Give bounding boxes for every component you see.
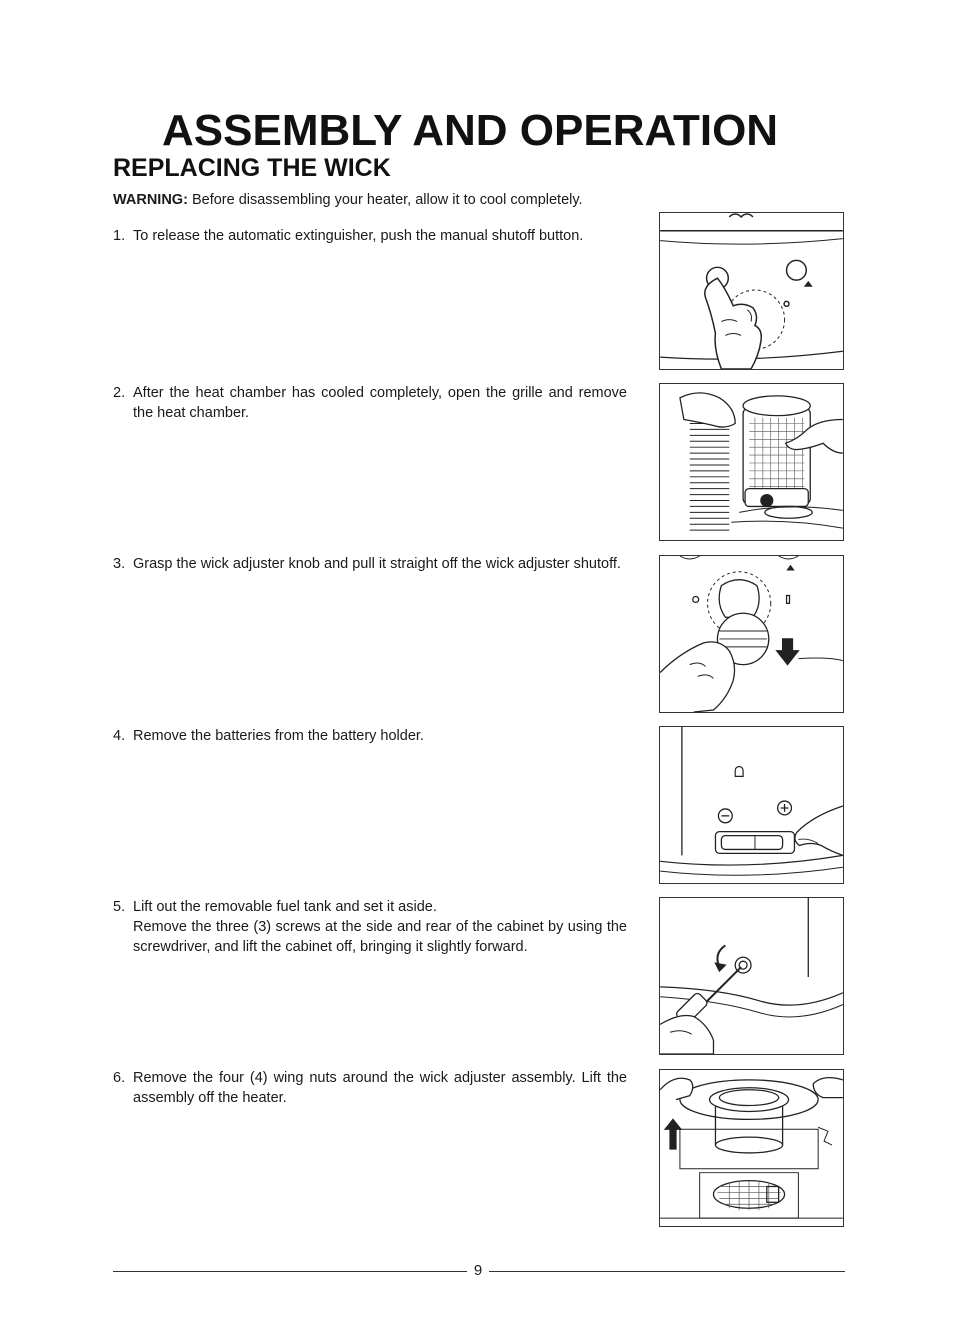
step-2	[113, 383, 627, 423]
hands-lifting-wick-assembly-illustration	[659, 1069, 844, 1227]
step-number: 6.	[113, 1070, 126, 1086]
screwdriver-removing-screw-illustration	[659, 897, 844, 1055]
step-text: Remove the batteries from the battery holder.	[133, 728, 424, 744]
footer-rule-right	[489, 1271, 845, 1272]
battery-holder-illustration	[659, 726, 844, 884]
warning-note	[113, 190, 653, 210]
finger-pressing-shutoff-button-illustration	[659, 212, 844, 370]
step-4	[113, 726, 627, 746]
step-text: Remove the four (4) wing nuts around the wick adjuster assembly. Lift the assembly off the heater.	[133, 1070, 627, 1106]
step-text: Grasp the wick adjuster knob and pull it straight off the wick adjuster shutoff.	[133, 556, 621, 572]
step-1	[113, 226, 627, 246]
step-text-continued: Remove the three (3) screws at the side and rear of the cabinet by using the screwdriver, and lift the cabinet off, bringing it slightly forward.	[133, 919, 627, 955]
step-text: After the heat chamber has cooled completely, open the grille and remove the heat chamber.	[133, 385, 627, 421]
step-3	[113, 554, 627, 574]
step-number: 3.	[113, 556, 126, 572]
hands-removing-heat-chamber-illustration	[659, 383, 844, 541]
step-number: 2.	[113, 385, 126, 401]
page-number: 9	[473, 1262, 483, 1279]
section-title: REPLACING THE WICK	[113, 154, 391, 182]
step-6	[113, 1068, 627, 1108]
step-number: 5.	[113, 899, 126, 915]
step-text: Lift out the removable fuel tank and set it aside.	[133, 899, 437, 915]
page-title: ASSEMBLY AND OPERATION	[162, 106, 779, 155]
step-number: 1.	[113, 228, 126, 244]
step-text: To release the automatic extinguisher, push the manual shutoff button.	[133, 228, 584, 244]
warning-text: Before disassembling your heater, allow it to cool completely.	[191, 192, 583, 208]
footer-rule-left	[113, 1271, 467, 1272]
hand-pulling-knob-illustration	[659, 555, 844, 713]
step-number: 4.	[113, 728, 126, 744]
step-5	[113, 897, 627, 957]
warning-label: WARNING:	[113, 192, 188, 208]
